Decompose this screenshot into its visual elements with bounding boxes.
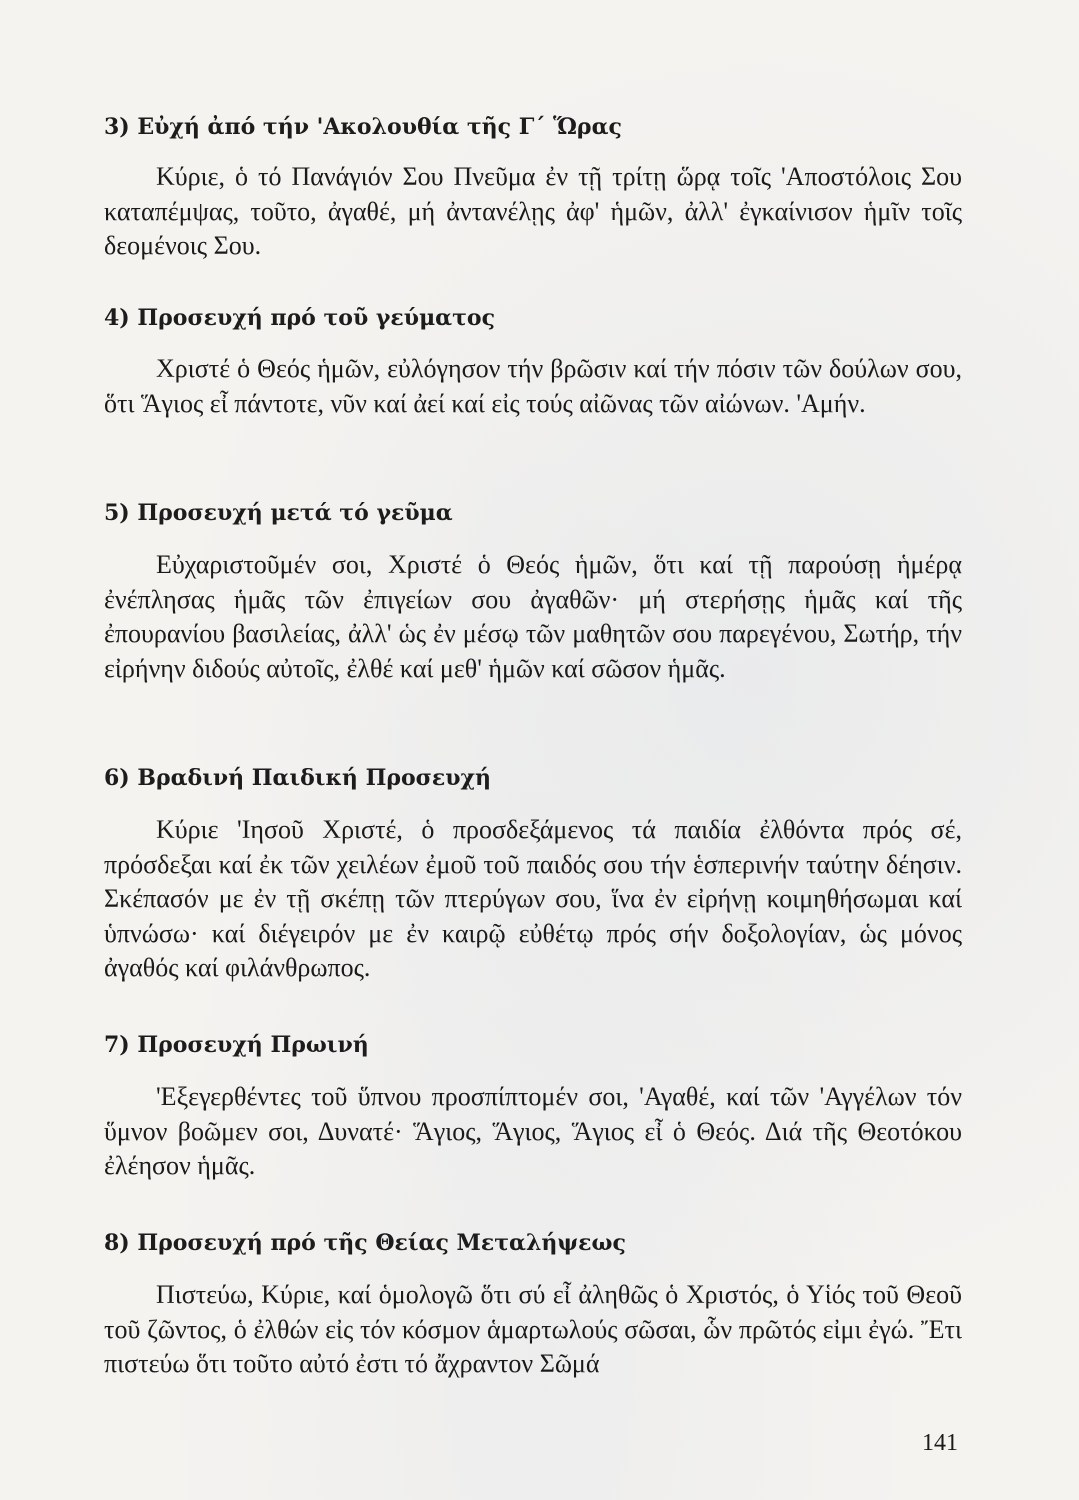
- prayer-text-7: 'Εξεγερθέντες τοῦ ὕπνου προσπίπτομέν σοι, 'Αγαθέ, καί τῶν 'Αγγέλων τόν ὕμνον βοῶμεν σοι, Δυνατέ· Ἅγιος, Ἅγιος, Ἅγιος εἶ ὁ Θεός. Διά τῆς Θεοτόκου ἐλέησον ἡμᾶς.: [104, 1082, 962, 1180]
- prayer-text-4: Χριστέ ὁ Θεός ἡμῶν, εὐλόγησον τήν βρῶσιν καί τήν πόσιν τῶν δούλων σου, ὅτι Ἅγιος εἶ πάντοτε, νῦν καί ἀεί καί εἰς τούς αἰῶνας τῶν αἰώνων. 'Αμήν.: [104, 354, 962, 418]
- prayer-text-6: Κύριε 'Ιησοῦ Χριστέ, ὁ προσδεξάμενος τά παιδία ἐλθόντα πρός σέ, πρόσδεξαι καί ἐκ τῶν χειλέων ἐμοῦ τοῦ παιδός σου τήν ἑσπερινήν ταύτην δέησιν. Σκέπασόν με ἐν τῇ σκέπῃ τῶν πτερύγων σου, ἵνα ἐν εἰρήνῃ κοιμηθήσωμαι καί ὑπνώσω· καί διέγειρόν με ἐν καιρῷ εὐθέτῳ πρός σήν δοξολογίαν, ὡς μόνος ἀγαθός καί φιλάνθρωπος.: [104, 815, 962, 982]
- prayer-text-8: Πιστεύω, Κύριε, καί ὁμολογῶ ὅτι σύ εἶ ἀληθῶς ὁ Χριστός, ὁ Υἱός τοῦ Θεοῦ τοῦ ζῶντος, ὁ ἐλθών εἰς τόν κόσμον ἁμαρτωλούς σῶσαι, ὧν πρῶτός εἰμι ἐγώ. Ἔτι πιστεύω ὅτι τοῦτο αὐτό ἐστι τό ἄχραντον Σῶμά: [104, 1280, 962, 1378]
- section-heading-3: 3) Εὐχή ἀπό τήν 'Ακολουθία τῆς Γ΄ Ὥρας: [104, 114, 622, 140]
- prayer-text-3: Κύριε, ὁ τό Πανάγιόν Σου Πνεῦμα ἐν τῇ τρίτῃ ὥρᾳ τοῖς 'Αποστόλοις Σου καταπέμψας, τοῦτο, ἀγαθέ, μή ἀντανέλῃς ἀφ' ἡμῶν, ἀλλ' ἐγκαίνισον ἡμῖν τοῖς δεομένοις Σου.: [104, 162, 962, 260]
- prayer-text-5: Εὐχαριστοῦμέν σοι, Χριστέ ὁ Θεός ἡμῶν, ὅτι καί τῇ παρούσῃ ἡμέρᾳ ἐνέπλησας ἡμᾶς τῶν ἐπιγείων σου ἀγαθῶν· μή στερήσῃς ἡμᾶς καί τῆς ἐπουρανίου βασιλείας, ἀλλ' ὡς ἐν μέσῳ τῶν μαθητῶν σου παρεγένου, Σωτήρ, τήν εἰρήνην διδούς αὐτοῖς, ἐλθέ καί μεθ' ἡμῶν καί σῶσον ἡμᾶς.: [104, 550, 962, 683]
- section-heading-5: 5) Προσευχή μετά τό γεῦμα: [104, 500, 453, 526]
- section-heading-6: 6) Βραδινή Παιδική Προσευχή: [104, 765, 491, 791]
- section-heading-7: 7) Προσευχή Πρωινή: [104, 1032, 369, 1058]
- page-number: 141: [922, 1430, 958, 1456]
- section-heading-4: 4) Προσευχή πρό τοῦ γεύματος: [104, 305, 495, 331]
- section-heading-8: 8) Προσευχή πρό τῆς Θείας Μεταλήψεως: [104, 1230, 626, 1256]
